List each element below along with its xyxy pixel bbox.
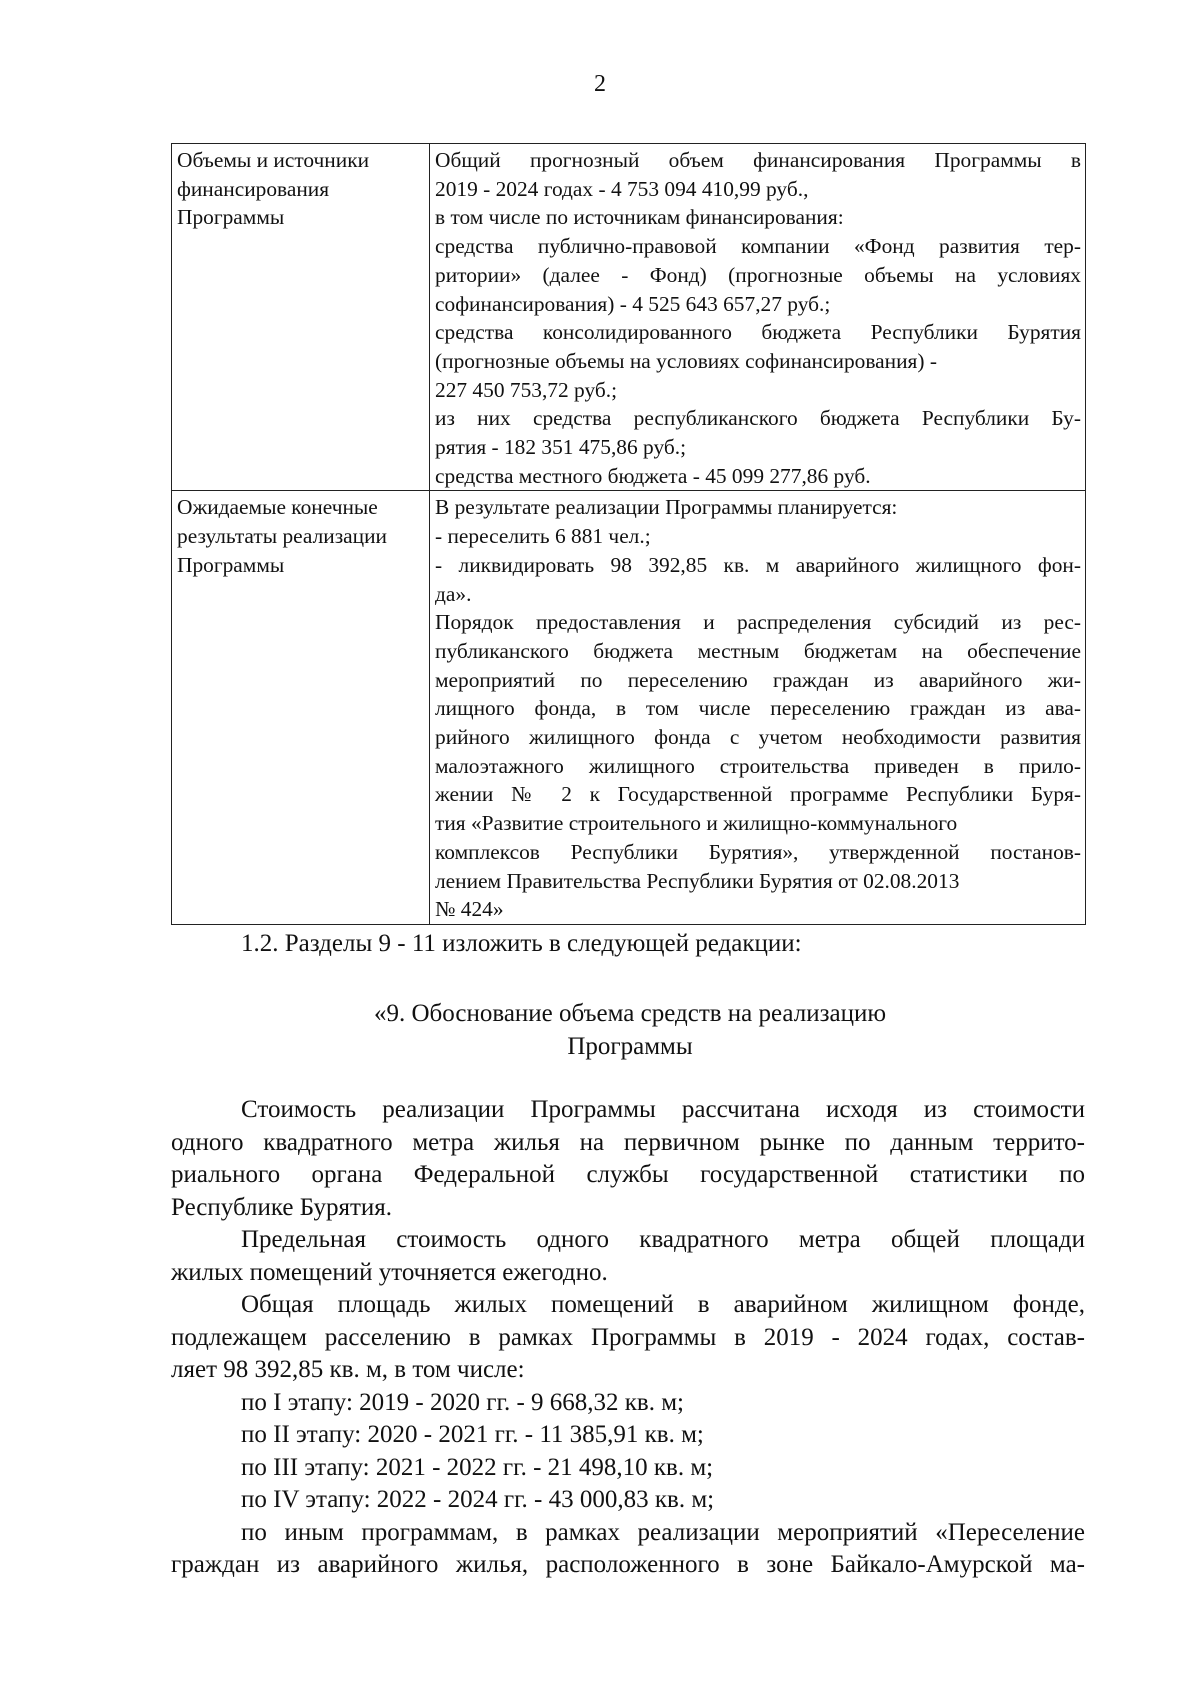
body-line: риального органа Федеральной службы государственной статистики по xyxy=(171,1161,1085,1188)
content-line: 227 450 753,72 руб.; xyxy=(435,377,618,402)
section-title-line: Программы xyxy=(567,1033,693,1060)
body-line: Республике Бурятия. xyxy=(171,1193,393,1221)
label-line: Программы xyxy=(177,205,285,230)
content-line: (прогнозные объемы на условиях софинансирования) - xyxy=(435,348,937,373)
content-line: жении № 2 к Государственной программе Республики Буря- xyxy=(435,782,1081,807)
content-line: в том числе по источникам финансирования: xyxy=(435,205,844,230)
content-line: № 424» xyxy=(435,897,504,922)
table-row xyxy=(172,491,1086,925)
content-line: софинансирования) - 4 525 643 657,27 руб.; xyxy=(435,291,831,316)
label-line: Объемы и источники xyxy=(177,148,370,172)
amendment-paragraph: 1.2. Разделы 9 - 11 изложить в следующей редакции: xyxy=(241,930,802,957)
row-label-results xyxy=(172,491,430,925)
content-line: публиканского бюджета местным бюджетам на обеспечение xyxy=(435,638,1081,663)
content-line: из них средства республиканского бюджета Республики Бу- xyxy=(435,406,1081,431)
row-content-results xyxy=(430,491,1086,925)
table-row xyxy=(172,144,1086,491)
content-line: средства местного бюджета - 45 099 277,86 руб. xyxy=(435,463,871,488)
program-passport-table xyxy=(171,143,1086,925)
section-title xyxy=(0,997,1200,1063)
content-line: рийного жилищного фонда с учетом необходимости развития xyxy=(435,725,1081,750)
body-line: по II этапу: 2020 - 2021 гг. - 11 385,91 кв. м; xyxy=(241,1421,704,1448)
body-line: по I этапу: 2019 - 2020 гг. - 9 668,32 кв. м; xyxy=(241,1388,684,1416)
content-line: 2019 - 2024 годах - 4 753 094 410,99 руб., xyxy=(435,176,809,201)
content-line: лением Правительства Республики Бурятия от 02.08.2013 xyxy=(435,868,960,893)
content-line: рятия - 182 351 475,86 руб.; xyxy=(435,435,687,460)
content-line: да». xyxy=(435,581,472,606)
body-line: одного квадратного метра жилья на первичном рынке по данным террито- xyxy=(171,1128,1085,1156)
body-line: граждан из аварийного жилья, расположенного в зоне Байкало-Амурской ма- xyxy=(171,1551,1085,1578)
content-line: комплексов Республики Бурятия», утвержденной постанов- xyxy=(435,839,1081,864)
body-line: Стоимость реализации Программы рассчитана исходя из стоимости xyxy=(241,1096,1085,1123)
body-line: жилых помещений уточняется ежегодно. xyxy=(171,1258,608,1286)
content-line: - переселить 6 881 чел.; xyxy=(435,524,651,549)
body-line: по III этапу: 2021 - 2022 гг. - 21 498,10 кв. м; xyxy=(241,1453,714,1481)
content-line: лищного фонда, в том числе переселению граждан из ава- xyxy=(435,696,1081,721)
page-number: 2 xyxy=(594,71,606,97)
content-line: Общий прогнозный объем финансирования Программы в xyxy=(435,148,1081,172)
label-line: финансирования xyxy=(177,176,330,201)
label-line: Ожидаемые конечные xyxy=(177,495,378,520)
content-line: ритории» (далее - Фонд) (прогнозные объемы на условиях xyxy=(435,262,1081,287)
label-line: результаты реализации xyxy=(177,524,387,549)
content-line: малоэтажного жилищного строительства приведен в прило- xyxy=(435,753,1081,778)
content-line: средства публично-правовой компании «Фонд развития тер- xyxy=(435,234,1081,259)
body-line: Общая площадь жилых помещений в аварийном жилищном фонде, xyxy=(241,1291,1085,1318)
content-line: В результате реализации Программы планируется: xyxy=(435,495,898,520)
body-line: по иным программам, в рамках реализации мероприятий «Переселение xyxy=(241,1518,1085,1546)
body-line: Предельная стоимость одного квадратного метра общей площади xyxy=(241,1226,1085,1253)
content-line: средства консолидированного бюджета Республики Бурятия xyxy=(435,320,1081,345)
body-line: по IV этапу: 2022 - 2024 гг. - 43 000,83 кв. м; xyxy=(241,1486,715,1513)
label-line: Программы xyxy=(177,552,285,577)
row-label-financing xyxy=(172,144,430,491)
section-body xyxy=(171,1094,1085,1582)
content-line: Порядок предоставления и распределения субсидий из рес- xyxy=(435,610,1081,635)
content-line: тия «Развитие строительного и жилищно-коммунального xyxy=(435,811,958,836)
content-line: - ликвидировать 98 392,85 кв. м аварийного жилищного фон- xyxy=(435,552,1081,577)
content-line: мероприятий по переселению граждан из аварийного жи- xyxy=(435,667,1081,692)
row-content-financing xyxy=(430,144,1086,491)
body-line: ляет 98 392,85 кв. м, в том числе: xyxy=(171,1356,525,1383)
section-title-line: «9. Обоснование объема средств на реализацию xyxy=(373,1000,887,1027)
body-line: подлежащем расселению в рамках Программы в 2019 - 2024 годах, состав- xyxy=(171,1323,1085,1351)
